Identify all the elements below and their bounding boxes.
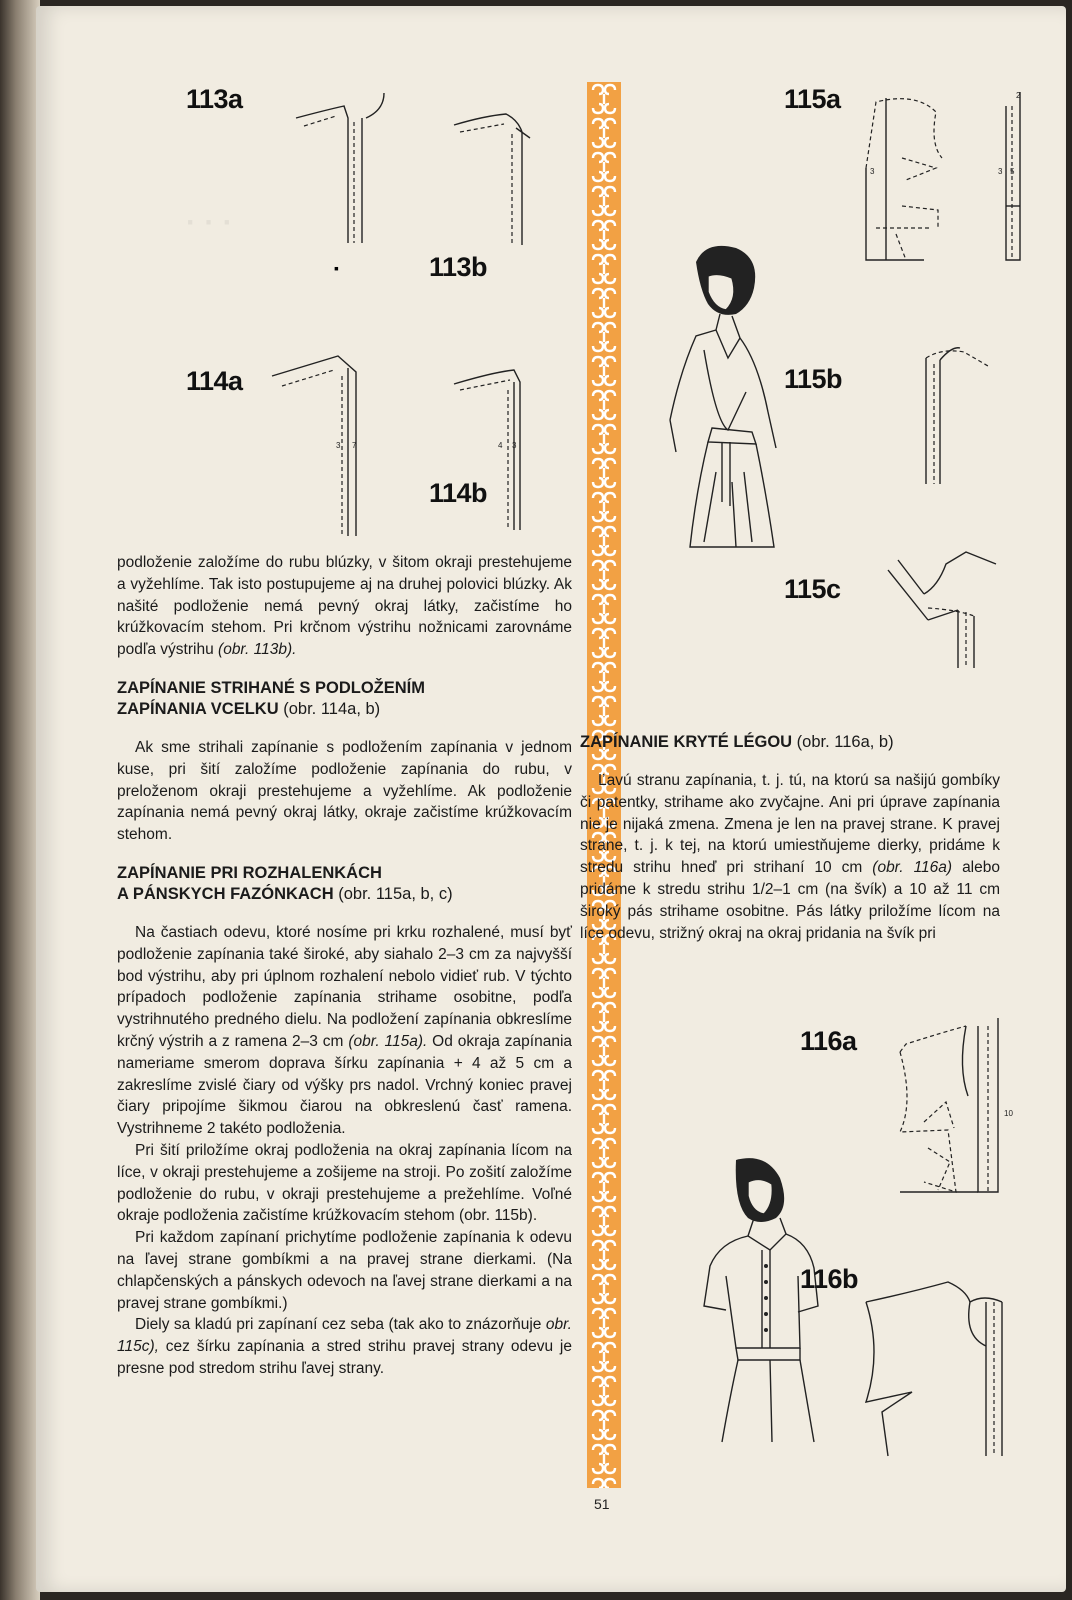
figure-label-115c: 115c: [784, 574, 841, 604]
figure-label-116a: 116a: [800, 1026, 857, 1056]
section-heading: ZAPÍNANIE PRI ROZHALENKÁCH A PÁNSKYCH FAZÓNKACH (obr. 115a, b, c): [117, 863, 453, 903]
pattern-115a-diagram: [866, 88, 1056, 268]
pattern-113a-diagram: [286, 88, 396, 248]
diagram-mark: 2: [1016, 91, 1021, 100]
section-heading: ZAPÍNANIE KRYTÉ LÉGOU (obr. 116a, b): [580, 733, 894, 751]
figure-label-114a: 114a: [186, 366, 243, 396]
pattern-114a-diagram: [272, 356, 382, 536]
diagram-mark: 7: [352, 441, 357, 450]
page-number: 51: [594, 1496, 610, 1512]
pattern-114b-diagram: [454, 370, 534, 530]
pattern-115b-diagram: [886, 344, 1006, 494]
pattern-113b-diagram: [454, 110, 534, 250]
figure-label-113b: 113b: [429, 252, 488, 282]
diagram-mark: 10: [1004, 1109, 1013, 1118]
diagram-mark: 3: [336, 441, 341, 450]
paragraph: Diely sa kladú pri zapínaní cez seba (tak ako to znázorňuje obr. 115c), cez šírku zapínania a stred strihu pravej strany odevu je presne pod stredom strihu ľavej strany.: [117, 1316, 572, 1377]
figure-label-116b: 116b: [800, 1264, 859, 1294]
woman-shirt-dress-illustration: [656, 242, 796, 554]
diagram-mark: 3: [870, 167, 875, 176]
pattern-115c-diagram: [888, 550, 1008, 670]
diagram-mark: 3: [512, 441, 517, 450]
figure-label-114b: 114b: [429, 478, 488, 508]
paragraph: Na častiach odevu, ktoré nosíme pri krku rozhalené, musí byť podloženie zapínania také široké, aby siahalo 2–3 cm za najvyšší bod výstrihu, aby pri úplnom rozhalení nebolo vidieť rub. V týchto prípadoch podloženie zapínania strihame osobitne, podľa vystrihnutého predného dielu. Na podložení zapínania obkreslíme krčný výstrih a z ramena 2–3 cm (obr. 115a). Od okraja zapínania nameriame smerom doprava šírku zapínania + 4 až 5 cm a zakreslíme zvislé čiary od výšky prs nadol. Vrchný koniec pravej čiary pripojíme šikmou čiarou na obkreslenú časť ramena. Vystrihneme 2 takéto podloženia.: [117, 923, 573, 1138]
diagram-mark: 4: [498, 441, 503, 450]
section-heading: ZAPÍNANIE STRIHANÉ S PODLOŽENÍM ZAPÍNANIA VCELKU (obr. 114a, b): [117, 678, 426, 718]
figure-label-115a: 115a: [784, 84, 841, 114]
paragraph: Ak sme strihali zapínanie s podložením zapínania v jednom kuse, pri šití založíme podloženie zapínania do rubu, v preloženom okraji prestehujeme a vyžehlíme. Ak podloženie zapínania nemá pevný okraj látky, okraje začistíme krúžkovacím stehom.: [117, 738, 572, 844]
book-page: [36, 6, 1066, 1592]
book-spine: [0, 0, 40, 1600]
diagram-mark: 3: [998, 167, 1003, 176]
figure-label-115b: 115b: [784, 364, 843, 394]
bleed-through-mark: · · ·: [186, 206, 233, 239]
dot-mark: ▪: [334, 260, 339, 276]
paragraph: podloženie založíme do rubu blúzky, v šitom okraji prestehujeme a vyžehlíme. Tak isto postupujeme aj na druhej polovici blúzky. Ak našité podloženie nemá pevný okraj látky, začistíme ho krúžkovacím stehom. Pri krčnom výstrihu nožnicami zarovnáme podľa výstrihu (obr. 113b).: [117, 554, 572, 659]
woman-shirtwaist-dress-illustration: [676, 1156, 826, 1446]
figure-label-113a: 113a: [186, 84, 243, 114]
right-text-column: [580, 732, 1000, 944]
pattern-116b-diagram: [852, 1272, 1052, 1462]
paragraph: Ľavú stranu zapínania, t. j. tú, na ktorú sa našijú gombíky či patentky, strihame ako zvyčajne. Ani pri úprave zapínania nie je nijaká zmena. Zmena je len na pravej strane. K pravej strane, t. j. k tej, na ktorú umiestňujeme dierky, pridáme k stredu strihu hneď pri strihaní 10 cm (obr. 116a) alebo pridáme k stredu strihu 1/2–1 cm (na švík) a 10 až 11 cm široký pás strihame osobitne. Pás látky priložíme lícom na líce odevu, strižný okraj na okraj pridania na švík pri: [580, 772, 1000, 942]
paragraph: Pri šití priložíme okraj podloženia na okraj zapínania lícom na líce, v okraji prestehujeme a zošijeme na stroji. Po zošití založíme podloženie do rubu, v okraji prestehujeme a prežehlíme. Voľné okraje podloženia začistíme krúžkovacím stehom (obr. 115b).: [117, 1141, 572, 1225]
paragraph: Pri každom zapínaní prichytíme podloženie zapínania k odevu na ľavej strane gombíkmi a na pravej strane dierkami. (Na chlapčenských a pánskych odevoch na ľavej strane dierkami a na pravej strane gombíkmi.): [117, 1229, 572, 1312]
diagram-mark: 5: [1010, 167, 1015, 176]
left-text-column: [117, 552, 572, 1380]
pattern-116a-diagram: [894, 1012, 1054, 1202]
